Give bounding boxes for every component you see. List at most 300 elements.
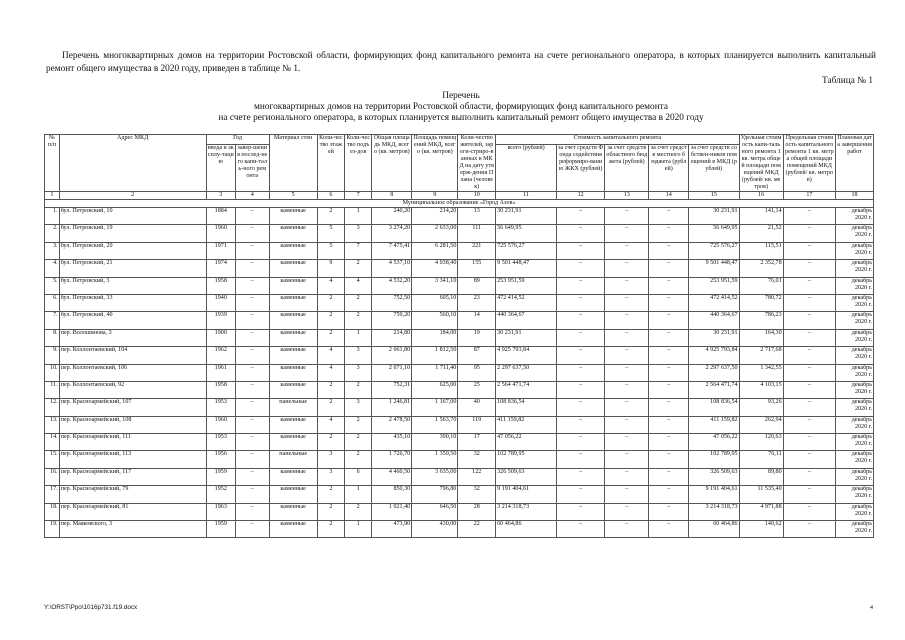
row-material: каменные	[269, 225, 317, 242]
column-number: 9	[412, 192, 458, 200]
row-year-end: –	[235, 364, 269, 381]
row-number: 12.	[45, 399, 60, 416]
row-cost-owners: 102 789,95	[689, 451, 739, 468]
row-cost-regional: –	[605, 260, 649, 277]
row-planned-year: 2020 г.	[854, 388, 872, 395]
row-material: каменные	[269, 364, 317, 381]
title-line-1: Перечень	[442, 91, 480, 101]
row-limit-cost: –	[783, 208, 835, 225]
table-row	[45, 451, 874, 468]
row-year-start: 1884	[206, 208, 235, 225]
row-planned-date	[836, 399, 874, 416]
row-cost-owners: 472 414,52	[689, 294, 739, 311]
column-number: 7	[345, 192, 372, 200]
column-number: 2	[59, 192, 206, 200]
row-number: 18.	[45, 503, 60, 520]
row-cost-total: 2 564 471,74	[496, 381, 557, 398]
row-area-premises: 560,10	[412, 312, 458, 329]
row-specific-cost: 141,14	[739, 208, 783, 225]
row-floors: 2	[317, 399, 344, 416]
row-area-total: 7 475,41	[372, 242, 412, 259]
row-area-total: 752,31	[372, 381, 412, 398]
row-planned-month: декабрь	[851, 347, 872, 354]
row-cost-local: –	[649, 208, 689, 225]
row-planned-year: 2020 г.	[854, 475, 872, 482]
row-residents: 13	[458, 208, 496, 225]
column-number: 13	[605, 192, 649, 200]
row-planned-date	[836, 312, 874, 329]
row-limit-cost: –	[783, 329, 835, 346]
row-planned-month: декабрь	[851, 294, 872, 301]
row-number: 11.	[45, 381, 60, 398]
row-number: 10.	[45, 364, 60, 381]
row-cost-owners: 56 649,95	[689, 225, 739, 242]
row-planned-year: 2020 г.	[854, 232, 872, 239]
row-area-premises: 605,10	[412, 294, 458, 311]
header-area-premises: Площадь помещений МКД, всего (кв. метров)	[412, 135, 458, 192]
row-cost-owners: 725 576,27	[689, 242, 739, 259]
row-number: 19.	[45, 521, 60, 538]
column-number: 14	[649, 192, 689, 200]
row-area-premises: 3 341,10	[412, 277, 458, 294]
row-planned-date	[836, 364, 874, 381]
header-year: Год	[206, 135, 269, 145]
row-residents: 119	[458, 416, 496, 433]
row-planned-year: 2020 г.	[854, 249, 872, 256]
row-area-premises: 214,20	[412, 208, 458, 225]
row-cost-total: 108 836,54	[496, 399, 557, 416]
row-cost-regional: –	[605, 329, 649, 346]
row-planned-month: декабрь	[851, 468, 872, 475]
row-residents: 32	[458, 451, 496, 468]
row-material: каменные	[269, 381, 317, 398]
row-residents: 19	[458, 329, 496, 346]
row-cost-local: –	[649, 468, 689, 485]
column-number: 8	[372, 192, 412, 200]
row-residents: 22	[458, 521, 496, 538]
row-floors: 4	[317, 347, 344, 364]
row-cost-owners: 60 464,86	[689, 521, 739, 538]
row-cost-regional: –	[605, 294, 649, 311]
row-planned-year: 2020 г.	[854, 406, 872, 413]
row-cost-local: –	[649, 242, 689, 259]
table-row	[45, 416, 874, 433]
row-planned-year: 2020 г.	[854, 371, 872, 378]
table-row	[45, 381, 874, 398]
row-limit-cost: –	[783, 486, 835, 503]
row-floors: 2	[317, 208, 344, 225]
row-planned-date	[836, 347, 874, 364]
header-limit-cost: Предельная стоимость капитального ремонта 1 кв. метра общей площади помещений МКД (рублей/ кв. метров)	[783, 135, 835, 192]
row-planned-date	[836, 242, 874, 259]
row-planned-month: декабрь	[851, 451, 872, 458]
row-entrances: 2	[345, 416, 372, 433]
row-planned-month: декабрь	[851, 364, 872, 371]
row-floors: 4	[317, 364, 344, 381]
row-year-start: 1960	[206, 416, 235, 433]
row-cost-local: –	[649, 329, 689, 346]
row-specific-cost: 120,63	[739, 434, 783, 451]
row-residents: 155	[458, 260, 496, 277]
row-address: пер. Маяковского, 3	[59, 521, 206, 538]
column-number: 1	[45, 192, 60, 200]
row-limit-cost: –	[783, 381, 835, 398]
row-cost-owners: 411 159,82	[689, 416, 739, 433]
row-material: каменные	[269, 294, 317, 311]
row-year-end: –	[235, 468, 269, 485]
row-cost-total: 3 214 318,73	[496, 503, 557, 520]
row-limit-cost: –	[783, 451, 835, 468]
row-year-end: –	[235, 521, 269, 538]
row-cost-owners: 47 056,22	[689, 434, 739, 451]
row-cost-local: –	[649, 277, 689, 294]
row-cost-total: 30 231,91	[496, 208, 557, 225]
row-area-total: 2 478,50	[372, 416, 412, 433]
column-number: 16	[739, 192, 783, 200]
table-row	[45, 294, 874, 311]
footer-file-path: Y:\ORST\Ppo\1016p731.f19.docx	[44, 604, 138, 611]
title-line-2: многоквартирных домов на территории Ростовской области, формирующих фонд капитального ремонта	[254, 102, 668, 112]
row-planned-month: декабрь	[851, 399, 872, 406]
row-cost-total: 440 364,67	[496, 312, 557, 329]
row-area-total: 4 532,20	[372, 277, 412, 294]
row-area-premises: 184,00	[412, 329, 458, 346]
row-cost-total: 102 789,95	[496, 451, 557, 468]
header-entrances: Коли-чество подъез-дов	[345, 135, 372, 192]
row-year-end: –	[235, 416, 269, 433]
row-number: 1.	[45, 208, 60, 225]
row-residents: 23	[458, 294, 496, 311]
row-specific-cost: 1 342,55	[739, 364, 783, 381]
row-year-end: –	[235, 277, 269, 294]
row-material: каменные	[269, 521, 317, 538]
row-year-start: 1961	[206, 364, 235, 381]
row-planned-month: декабрь	[851, 416, 872, 423]
row-cost-owners: 30 231,91	[689, 208, 739, 225]
row-entrances: 1	[345, 521, 372, 538]
row-year-start: 1953	[206, 434, 235, 451]
row-specific-cost: 21,52	[739, 225, 783, 242]
row-year-end: –	[235, 329, 269, 346]
title-line-3: на счете регионального оператора, в которых планируется выполнить капитальный ремонт общего имущества в 2020 году	[218, 113, 704, 123]
row-entrances: 3	[345, 347, 372, 364]
row-cost-owners: 108 836,54	[689, 399, 739, 416]
row-number: 9.	[45, 347, 60, 364]
row-residents: 95	[458, 364, 496, 381]
row-area-premises: 796,80	[412, 486, 458, 503]
intro-paragraph: Перечень многоквартирных домов на территории Ростовской области, формирующих фонд капитального ремонта на счете регионального оператора, в которых планируется выполнить капитальный ремонт общего имущества в 2020 году, приведен в таблице № 1.	[46, 51, 876, 74]
row-planned-year: 2020 г.	[854, 284, 872, 291]
row-residents: 17	[458, 434, 496, 451]
row-year-end: –	[235, 260, 269, 277]
row-address: бул. Петровский, 33	[59, 294, 206, 311]
row-specific-cost: 76,01	[739, 277, 783, 294]
row-area-premises: 1 711,40	[412, 364, 458, 381]
row-limit-cost: –	[783, 225, 835, 242]
row-entrances: 7	[345, 242, 372, 259]
row-specific-cost: 780,72	[739, 294, 783, 311]
row-floors: 9	[317, 260, 344, 277]
row-address: пер. Красноармейский, 107	[59, 399, 206, 416]
row-planned-year: 2020 г.	[854, 510, 872, 517]
row-residents: 14	[458, 312, 496, 329]
row-material: каменные	[269, 468, 317, 485]
row-year-start: 1953	[206, 399, 235, 416]
row-year-end: –	[235, 434, 269, 451]
row-entrances: 2	[345, 294, 372, 311]
row-floors: 5	[317, 242, 344, 259]
table-row	[45, 434, 874, 451]
row-address: пер. Красноармейский, 117	[59, 468, 206, 485]
row-cost-local: –	[649, 364, 689, 381]
row-number: 5.	[45, 277, 60, 294]
row-entrances: 2	[345, 260, 372, 277]
row-cost-fund: –	[556, 503, 604, 520]
row-number: 8.	[45, 329, 60, 346]
row-entrances: 2	[345, 312, 372, 329]
row-floors: 2	[317, 434, 344, 451]
row-cost-fund: –	[556, 347, 604, 364]
row-address: бул. Петровский, 3	[59, 277, 206, 294]
header-cost-local: за счет средств местного бюджета (рублей)	[649, 145, 689, 192]
row-cost-regional: –	[605, 225, 649, 242]
row-area-total: 1 021,40	[372, 503, 412, 520]
table-row	[45, 242, 874, 259]
row-specific-cost: 76,11	[739, 451, 783, 468]
row-entrances: 1	[345, 208, 372, 225]
row-number: 14.	[45, 434, 60, 451]
row-limit-cost: –	[783, 347, 835, 364]
row-planned-month: декабрь	[851, 381, 872, 388]
row-cost-owners: 9 191 404,61	[689, 486, 739, 503]
row-entrances: 2	[345, 434, 372, 451]
row-planned-date	[836, 381, 874, 398]
row-area-premises: 1 167,00	[412, 399, 458, 416]
row-limit-cost: –	[783, 434, 835, 451]
row-planned-date	[836, 208, 874, 225]
row-limit-cost: –	[783, 521, 835, 538]
row-floors: 2	[317, 486, 344, 503]
row-planned-month: декабрь	[851, 486, 872, 493]
row-cost-total: 253 951,59	[496, 277, 557, 294]
row-planned-date	[836, 225, 874, 242]
row-floors: 2	[317, 329, 344, 346]
row-area-total: 752,50	[372, 294, 412, 311]
row-year-start: 1963	[206, 503, 235, 520]
table-row	[45, 208, 874, 225]
column-number: 10	[458, 192, 496, 200]
row-address: пер. Красноармейский, 81	[59, 503, 206, 520]
row-limit-cost: –	[783, 277, 835, 294]
row-cost-owners: 2 297 637,50	[689, 364, 739, 381]
row-residents: 28	[458, 503, 496, 520]
row-planned-date	[836, 468, 874, 485]
row-floors: 2	[317, 521, 344, 538]
row-planned-month: декабрь	[851, 434, 872, 441]
row-planned-year: 2020 г.	[854, 354, 872, 361]
row-year-end: –	[235, 347, 269, 364]
row-cost-regional: –	[605, 242, 649, 259]
row-specific-cost: 93,26	[739, 399, 783, 416]
row-entrances: 2	[345, 381, 372, 398]
row-area-premises: 430,00	[412, 521, 458, 538]
row-planned-year: 2020 г.	[854, 336, 872, 343]
row-cost-fund: –	[556, 399, 604, 416]
header-cost-fund: за счет средств Фонда содействия реформиро-ванию ЖКХ (рублей)	[556, 145, 604, 192]
row-area-total: 435,10	[372, 434, 412, 451]
row-cost-fund: –	[556, 416, 604, 433]
row-cost-owners: 253 951,59	[689, 277, 739, 294]
row-cost-fund: –	[556, 434, 604, 451]
row-planned-year: 2020 г.	[854, 215, 872, 221]
row-area-premises: 6 281,50	[412, 242, 458, 259]
row-entrances: 4	[345, 277, 372, 294]
row-floors: 3	[317, 468, 344, 485]
header-floors: Коли-чество этажей	[317, 135, 344, 192]
row-residents: 40	[458, 399, 496, 416]
row-residents: 89	[458, 277, 496, 294]
row-specific-cost: 89,80	[739, 468, 783, 485]
row-entrances: 6	[345, 468, 372, 485]
row-number: 3.	[45, 242, 60, 259]
row-material: каменные	[269, 486, 317, 503]
column-numbers-row	[45, 192, 874, 200]
row-floors: 5	[317, 225, 344, 242]
row-cost-total: 4 925 793,84	[496, 347, 557, 364]
row-planned-date	[836, 416, 874, 433]
row-year-start: 1952	[206, 486, 235, 503]
row-cost-fund: –	[556, 521, 604, 538]
row-entrances: 3	[345, 225, 372, 242]
row-address: пер. Коллонтаевский, 92	[59, 381, 206, 398]
row-planned-date	[836, 503, 874, 520]
row-planned-month: декабрь	[851, 312, 872, 319]
row-year-start: 1900	[206, 329, 235, 346]
row-residents: 87	[458, 347, 496, 364]
row-year-start: 1958	[206, 277, 235, 294]
row-planned-date	[836, 486, 874, 503]
column-number: 11	[496, 192, 557, 200]
row-area-premises: 646,50	[412, 503, 458, 520]
header-num: № п/п	[45, 135, 60, 192]
row-address: бул. Петровский, 20	[59, 242, 206, 259]
row-cost-local: –	[649, 399, 689, 416]
row-area-premises: 1 350,50	[412, 451, 458, 468]
row-planned-year: 2020 г.	[854, 528, 872, 535]
row-limit-cost: –	[783, 364, 835, 381]
row-year-end: –	[235, 294, 269, 311]
header-material: Материал стен	[269, 135, 317, 192]
row-residents: 25	[458, 381, 496, 398]
row-cost-fund: –	[556, 260, 604, 277]
header-specific-cost: Удельная стоимость капи-тального ремонта 1 кв. метра общей площади помещений МКД (рублей/ кв. метров)	[740, 135, 782, 190]
row-planned-year: 2020 г.	[854, 267, 872, 274]
row-cost-total: 411 159,82	[496, 416, 557, 433]
row-area-total: 4 460,50	[372, 468, 412, 485]
row-planned-date	[836, 277, 874, 294]
header-residents: Коли-чество жителей, зареги-стриро-ванных в МКД на дату утверж-дения Плана (человек)	[459, 135, 495, 190]
table-row	[45, 329, 874, 346]
row-cost-local: –	[649, 434, 689, 451]
row-planned-year: 2020 г.	[854, 319, 872, 326]
row-entrances: 2	[345, 451, 372, 468]
table-row	[45, 312, 874, 329]
row-area-premises: 1 563,70	[412, 416, 458, 433]
row-cost-fund: –	[556, 468, 604, 485]
row-material: каменные	[269, 312, 317, 329]
row-entrances: 1	[345, 486, 372, 503]
row-cost-owners: 326 509,63	[689, 468, 739, 485]
row-area-total: 3 274,20	[372, 225, 412, 242]
row-material: каменные	[269, 208, 317, 225]
row-cost-total: 47 056,22	[496, 434, 557, 451]
row-cost-total: 2 297 637,50	[496, 364, 557, 381]
header-year-start: ввода в эксплу-тацию	[206, 145, 235, 192]
row-year-end: –	[235, 312, 269, 329]
row-cost-regional: –	[605, 434, 649, 451]
table-row	[45, 364, 874, 381]
row-floors: 2	[317, 503, 344, 520]
row-number: 6.	[45, 294, 60, 311]
row-cost-fund: –	[556, 277, 604, 294]
row-cost-total: 326 509,63	[496, 468, 557, 485]
row-floors: 2	[317, 312, 344, 329]
row-planned-month: декабрь	[851, 225, 872, 232]
row-address: бул. Петровский, 21	[59, 260, 206, 277]
row-cost-local: –	[649, 312, 689, 329]
header-cost-regional: за счет средств областного бюджета (рублей)	[605, 145, 649, 192]
houses-table	[44, 134, 874, 538]
header-cost-total: всего (рублей)	[496, 145, 557, 192]
row-cost-total: 472 414,52	[496, 294, 557, 311]
row-cost-local: –	[649, 521, 689, 538]
row-specific-cost: 4 103,15	[739, 381, 783, 398]
row-planned-year: 2020 г.	[854, 441, 872, 448]
table-row	[45, 399, 874, 416]
row-floors: 4	[317, 416, 344, 433]
row-entrances: 1	[345, 329, 372, 346]
table-row	[45, 521, 874, 538]
row-cost-owners: 2 564 471,74	[689, 381, 739, 398]
row-planned-month: декабрь	[851, 521, 872, 528]
column-number: 4	[235, 192, 269, 200]
table-row	[45, 225, 874, 242]
row-specific-cost: 2 717,68	[739, 347, 783, 364]
row-address: пер. Красноармейский, 108	[59, 416, 206, 433]
row-area-premises: 3 635,00	[412, 468, 458, 485]
row-cost-fund: –	[556, 312, 604, 329]
row-cost-local: –	[649, 294, 689, 311]
row-planned-year: 2020 г.	[854, 423, 872, 430]
row-planned-month: декабрь	[851, 242, 872, 249]
row-limit-cost: –	[783, 399, 835, 416]
row-planned-year: 2020 г.	[854, 493, 872, 500]
row-planned-date	[836, 329, 874, 346]
row-year-end: –	[235, 503, 269, 520]
row-cost-regional: –	[605, 277, 649, 294]
row-specific-cost: 262,94	[739, 416, 783, 433]
row-cost-fund: –	[556, 486, 604, 503]
row-cost-owners: 30 231,91	[689, 329, 739, 346]
table-body	[45, 192, 874, 538]
row-year-end: –	[235, 451, 269, 468]
row-address: бул. Петровский, 19	[59, 225, 206, 242]
table-title	[46, 91, 876, 124]
row-planned-year: 2020 г.	[854, 458, 872, 465]
row-year-end: –	[235, 225, 269, 242]
row-cost-regional: –	[605, 503, 649, 520]
municipality-name: Муниципальное образование «Город Азов»	[45, 200, 874, 208]
